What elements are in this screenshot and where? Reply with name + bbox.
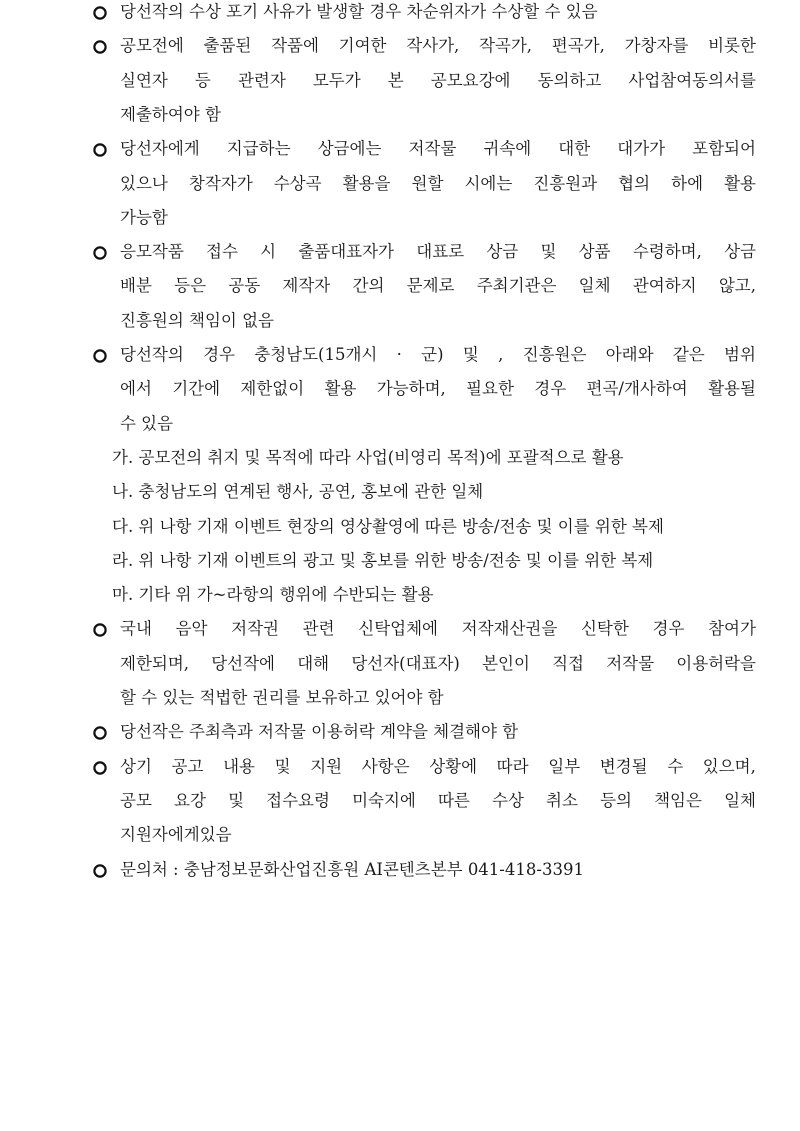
word: 제작자 [282, 276, 331, 296]
word: 충청남도(15개시 [254, 345, 378, 364]
text-line: 진흥원의 책임이 없음 [120, 310, 274, 330]
word: 경우 [652, 619, 685, 639]
word: 변경될 [599, 756, 648, 776]
word: 수 [667, 756, 684, 776]
word: 필요한 [466, 379, 514, 399]
word: 가능하며, [376, 379, 446, 399]
sub-list-item: 라. 위 나항 기재 이벤트의 광고 및 홍보를 위한 방송/전송 및 이를 위한 복제 [112, 550, 654, 570]
word: 대표로 [416, 242, 465, 262]
word: 내용 [223, 756, 255, 776]
word: 당선작에 [211, 653, 275, 673]
text-line: 제출하여야 함 [120, 104, 221, 124]
word: 않고, [718, 276, 756, 296]
word: 원할 [411, 173, 444, 193]
text-line: 지원자에게있음 [120, 825, 232, 845]
word: 및 [462, 345, 479, 364]
word: 작곡가, [478, 36, 533, 56]
word: 응모작품 [120, 242, 184, 262]
text-line [120, 137, 756, 161]
word: 공동 [228, 276, 261, 296]
word: 활용 [724, 173, 756, 193]
word: 수상 [492, 790, 524, 810]
word: 본 [387, 70, 404, 90]
word: 관련자 [237, 70, 286, 90]
word: 직접 [552, 653, 584, 673]
word: , [498, 345, 504, 364]
word: 본인이 [482, 653, 530, 673]
word: 창작자가 [188, 173, 253, 193]
word: 신탁업체에 [358, 619, 438, 639]
text-line [120, 343, 756, 367]
word: 동의하고 [537, 70, 602, 90]
word: 모두가 [312, 70, 361, 90]
word: 공고 [171, 756, 204, 776]
word: 상황에 [429, 756, 478, 776]
word: · [396, 345, 402, 364]
word: 공모전에 [120, 36, 184, 56]
word: 취소 [546, 790, 578, 810]
word: 작품에 [271, 36, 319, 56]
hollow-circle-icon [92, 348, 108, 364]
word: 사항은 [361, 756, 410, 776]
word: 공모요강에 [430, 70, 511, 90]
word: 활용될 [708, 379, 756, 399]
word: 활용 [324, 379, 357, 399]
text-line: 당선작의 수상 포기 사유가 발생할 경우 차순위자가 수상할 수 있음 [120, 2, 598, 21]
word: 따라 [496, 756, 529, 776]
word: 및 [274, 756, 291, 776]
word: 사업참여동의서를 [628, 70, 756, 90]
word: 국내 [120, 619, 152, 639]
word: 공모 [120, 790, 152, 810]
text-line [120, 652, 756, 676]
word: 접수 [206, 242, 238, 262]
word: 활용을 [342, 173, 391, 193]
text-line [120, 240, 756, 264]
sub-list-item: 다. 위 나항 기재 이벤트 현장의 영상촬영에 따른 방송/전송 및 이를 위한 복제 [112, 516, 664, 536]
word: 진흥원과 [533, 173, 598, 193]
word: 접수요령 [266, 790, 330, 810]
word: 제한되며, [120, 653, 190, 673]
word: 가창자를 [624, 36, 689, 56]
word: 등 [194, 70, 211, 90]
text-line: 할 수 있는 적법한 권리를 보유하고 있어야 함 [120, 688, 444, 707]
word: 하에 [671, 173, 704, 193]
word: 수상곡 [273, 173, 322, 193]
word: 간의 [352, 276, 385, 296]
text-line: 가능함 [120, 207, 168, 227]
word: 일체 [724, 790, 756, 810]
word: 지원 [310, 756, 343, 776]
word: 제한없이 [240, 379, 305, 399]
sub-list-item: 나. 충청남도의 연계된 행사, 공연, 홍보에 관한 일체 [112, 482, 484, 502]
word: 대한 [558, 139, 591, 159]
word: 대가가 [617, 139, 666, 159]
word: 실연자 [120, 70, 168, 90]
word: 일부 [548, 756, 581, 776]
word: 군) [421, 345, 444, 364]
hollow-circle-icon [92, 39, 108, 55]
text-line [120, 274, 756, 298]
text-line [120, 69, 756, 93]
word: 관련 [302, 619, 335, 639]
hollow-circle-icon [92, 863, 108, 879]
text-line [120, 789, 756, 813]
word: 범위 [724, 345, 756, 364]
word: 같은 [672, 345, 705, 364]
word: 출품대표자가 [298, 242, 394, 262]
word: 저작권 [231, 619, 279, 639]
sub-list-item: 가. 공모전의 취지 및 목적에 따라 사업(비영리 목적)에 포괄적으로 활용 [112, 447, 624, 467]
text-line: 문의처 : 충남정보문화산업진흥원 AI콘텐츠본부 041-418-3391 [120, 859, 584, 879]
sub-list-item: 마. 기타 위 가~라항의 행위에 수반되는 활용 [112, 585, 434, 605]
word: 요강 [174, 790, 206, 810]
word: 비롯한 [708, 36, 756, 56]
word: 주최기관은 [476, 276, 557, 296]
word: 배분 [120, 276, 152, 296]
word: 상품 [578, 242, 611, 262]
word: 저작물 [606, 653, 655, 673]
text-line [120, 755, 756, 779]
word: 협의 [618, 173, 651, 193]
word: 따른 [437, 790, 470, 810]
word: 시 [260, 242, 277, 262]
word: 일체 [578, 276, 611, 296]
word: 문제로 [406, 276, 455, 296]
word: 저작재산권을 [461, 619, 558, 639]
word: 상금에는 [317, 139, 382, 159]
word: 진흥원은 [522, 345, 587, 364]
word: 당선작의 [120, 345, 184, 364]
word: 기간에 [172, 379, 221, 399]
word: 당선자(대표자) [351, 653, 460, 673]
text-line: 수 있음 [120, 413, 174, 433]
text-line [120, 377, 756, 401]
text-line [120, 34, 756, 58]
word: 편곡가, [551, 36, 605, 56]
text-line [120, 617, 756, 641]
word: 기여한 [338, 36, 387, 56]
word: 및 [540, 242, 557, 262]
word: 대해 [297, 653, 330, 673]
hollow-circle-icon [92, 622, 108, 638]
word: 귀속에 [483, 139, 532, 159]
word: 신탁한 [580, 619, 629, 639]
word: 책임은 [654, 790, 702, 810]
hollow-circle-icon [92, 142, 108, 158]
word: 지급하는 [226, 139, 291, 159]
word: 있으며, [702, 756, 756, 776]
hollow-circle-icon [92, 760, 108, 776]
word: 경우 [203, 345, 235, 364]
word: 참여가 [708, 619, 756, 639]
word: 저작물 [408, 139, 457, 159]
word: 상금 [724, 242, 756, 262]
word: 수령하며, [632, 242, 702, 262]
word: 당선자에게 [120, 139, 200, 159]
text-line: 당선작은 주최측과 저작물 이용허락 계약을 체결해야 함 [120, 722, 519, 742]
word: 음악 [175, 619, 208, 639]
word: 에서 [120, 379, 152, 399]
word: 편곡/개사하여 [586, 379, 688, 399]
text-line [120, 172, 756, 196]
word: 미숙지에 [352, 790, 416, 810]
word: 상금 [486, 242, 519, 262]
word: 등은 [174, 276, 207, 296]
hollow-circle-icon [92, 5, 108, 21]
word: 아래와 [605, 345, 654, 364]
word: 출품된 [203, 36, 252, 56]
word: 경우 [534, 379, 567, 399]
word: 등의 [600, 790, 632, 810]
word: 작사가, [406, 36, 460, 56]
word: 이용허락을 [676, 653, 756, 673]
hollow-circle-icon [92, 725, 108, 741]
word: 시에는 [464, 173, 513, 193]
word: 상기 [120, 756, 152, 776]
word: 및 [228, 790, 245, 810]
word: 있으나 [120, 173, 168, 193]
word: 관여하지 [632, 276, 697, 296]
hollow-circle-icon [92, 245, 108, 261]
word: 포함되어 [692, 139, 756, 159]
